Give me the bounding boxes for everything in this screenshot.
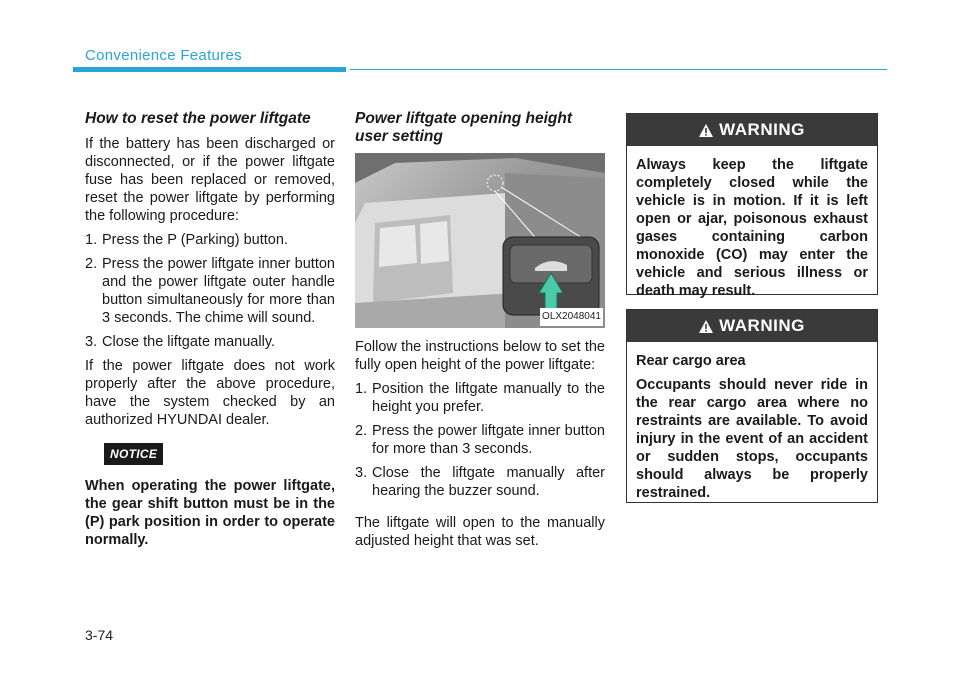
warning-header [627,310,877,342]
warning-title: WARNING [719,316,805,335]
warning-title: WARNING [719,120,805,139]
warning-body: Rear cargo area Occupants should never ride in the rear cargo area where no restraints are available. To avoid injury in the event of an accident or sudden stops, occupants should always be properly restrained. [636,353,868,501]
warning-body: Always keep the liftgate completely closed while the vehicle is in motion. If it is left open or ajar, poisonous exhaust gases containing carbon monoxide (CO) may enter the vehicle and serious illness or death may result. [636,157,868,299]
warning-triangle-icon [699,320,713,333]
list-item: 3. Close the liftgate manually. [85,334,276,350]
section-title: Convenience Features [85,47,242,64]
reset-intro: If the battery has been discharged or disconnected, or if the power liftgate fuse has been replaced or removed, reset the power liftgate by performing the following procedure: [85,136,335,224]
left-column [85,110,335,549]
page-number: 3-74 [85,627,114,643]
list-item: 2. Press the power liftgate inner button for more than 3 seconds. [355,423,605,457]
header-rule-thin [350,69,887,70]
header-rule [73,67,346,72]
height-outro: The liftgate will open to the manually adjusted height that was set. [355,515,605,549]
warning-triangle-icon [699,124,713,137]
list-item: 1. Position the liftgate manually to the height you prefer. [355,381,605,415]
liftgate-figure [355,153,605,328]
list-item: 2. Press the power liftgate inner button and the power liftgate outer handle button simultaneously for more than 3 seconds. The chime will sound. [85,256,335,326]
warning-box-cargo [626,309,878,503]
height-setting-heading: Power liftgate opening height user setting [355,110,572,145]
reset-outro: If the power liftgate does not work properly after the above procedure, have the system checked by an authorized HYUNDAI dealer. [85,358,335,428]
notice-badge: NOTICE [104,443,163,465]
notice-text: When operating the power liftgate, the gear shift button must be in the (P) park position in order to operate normally. [85,478,335,548]
list-item: 3. Close the liftgate manually after hearing the buzzer sound. [355,465,605,499]
height-steps [355,380,605,500]
figure-code: OLX2048041 [540,308,603,326]
middle-column [355,110,605,556]
reset-steps [85,231,335,351]
height-intro: Follow the instructions below to set the fully open height of the power liftgate: [355,339,605,373]
warning-box-exhaust [626,113,878,299]
warning-header [627,114,877,146]
liftgate-illustration [355,153,605,328]
list-item: 1. Press the P (Parking) button. [85,232,288,248]
reset-heading: How to reset the power liftgate [85,110,311,127]
